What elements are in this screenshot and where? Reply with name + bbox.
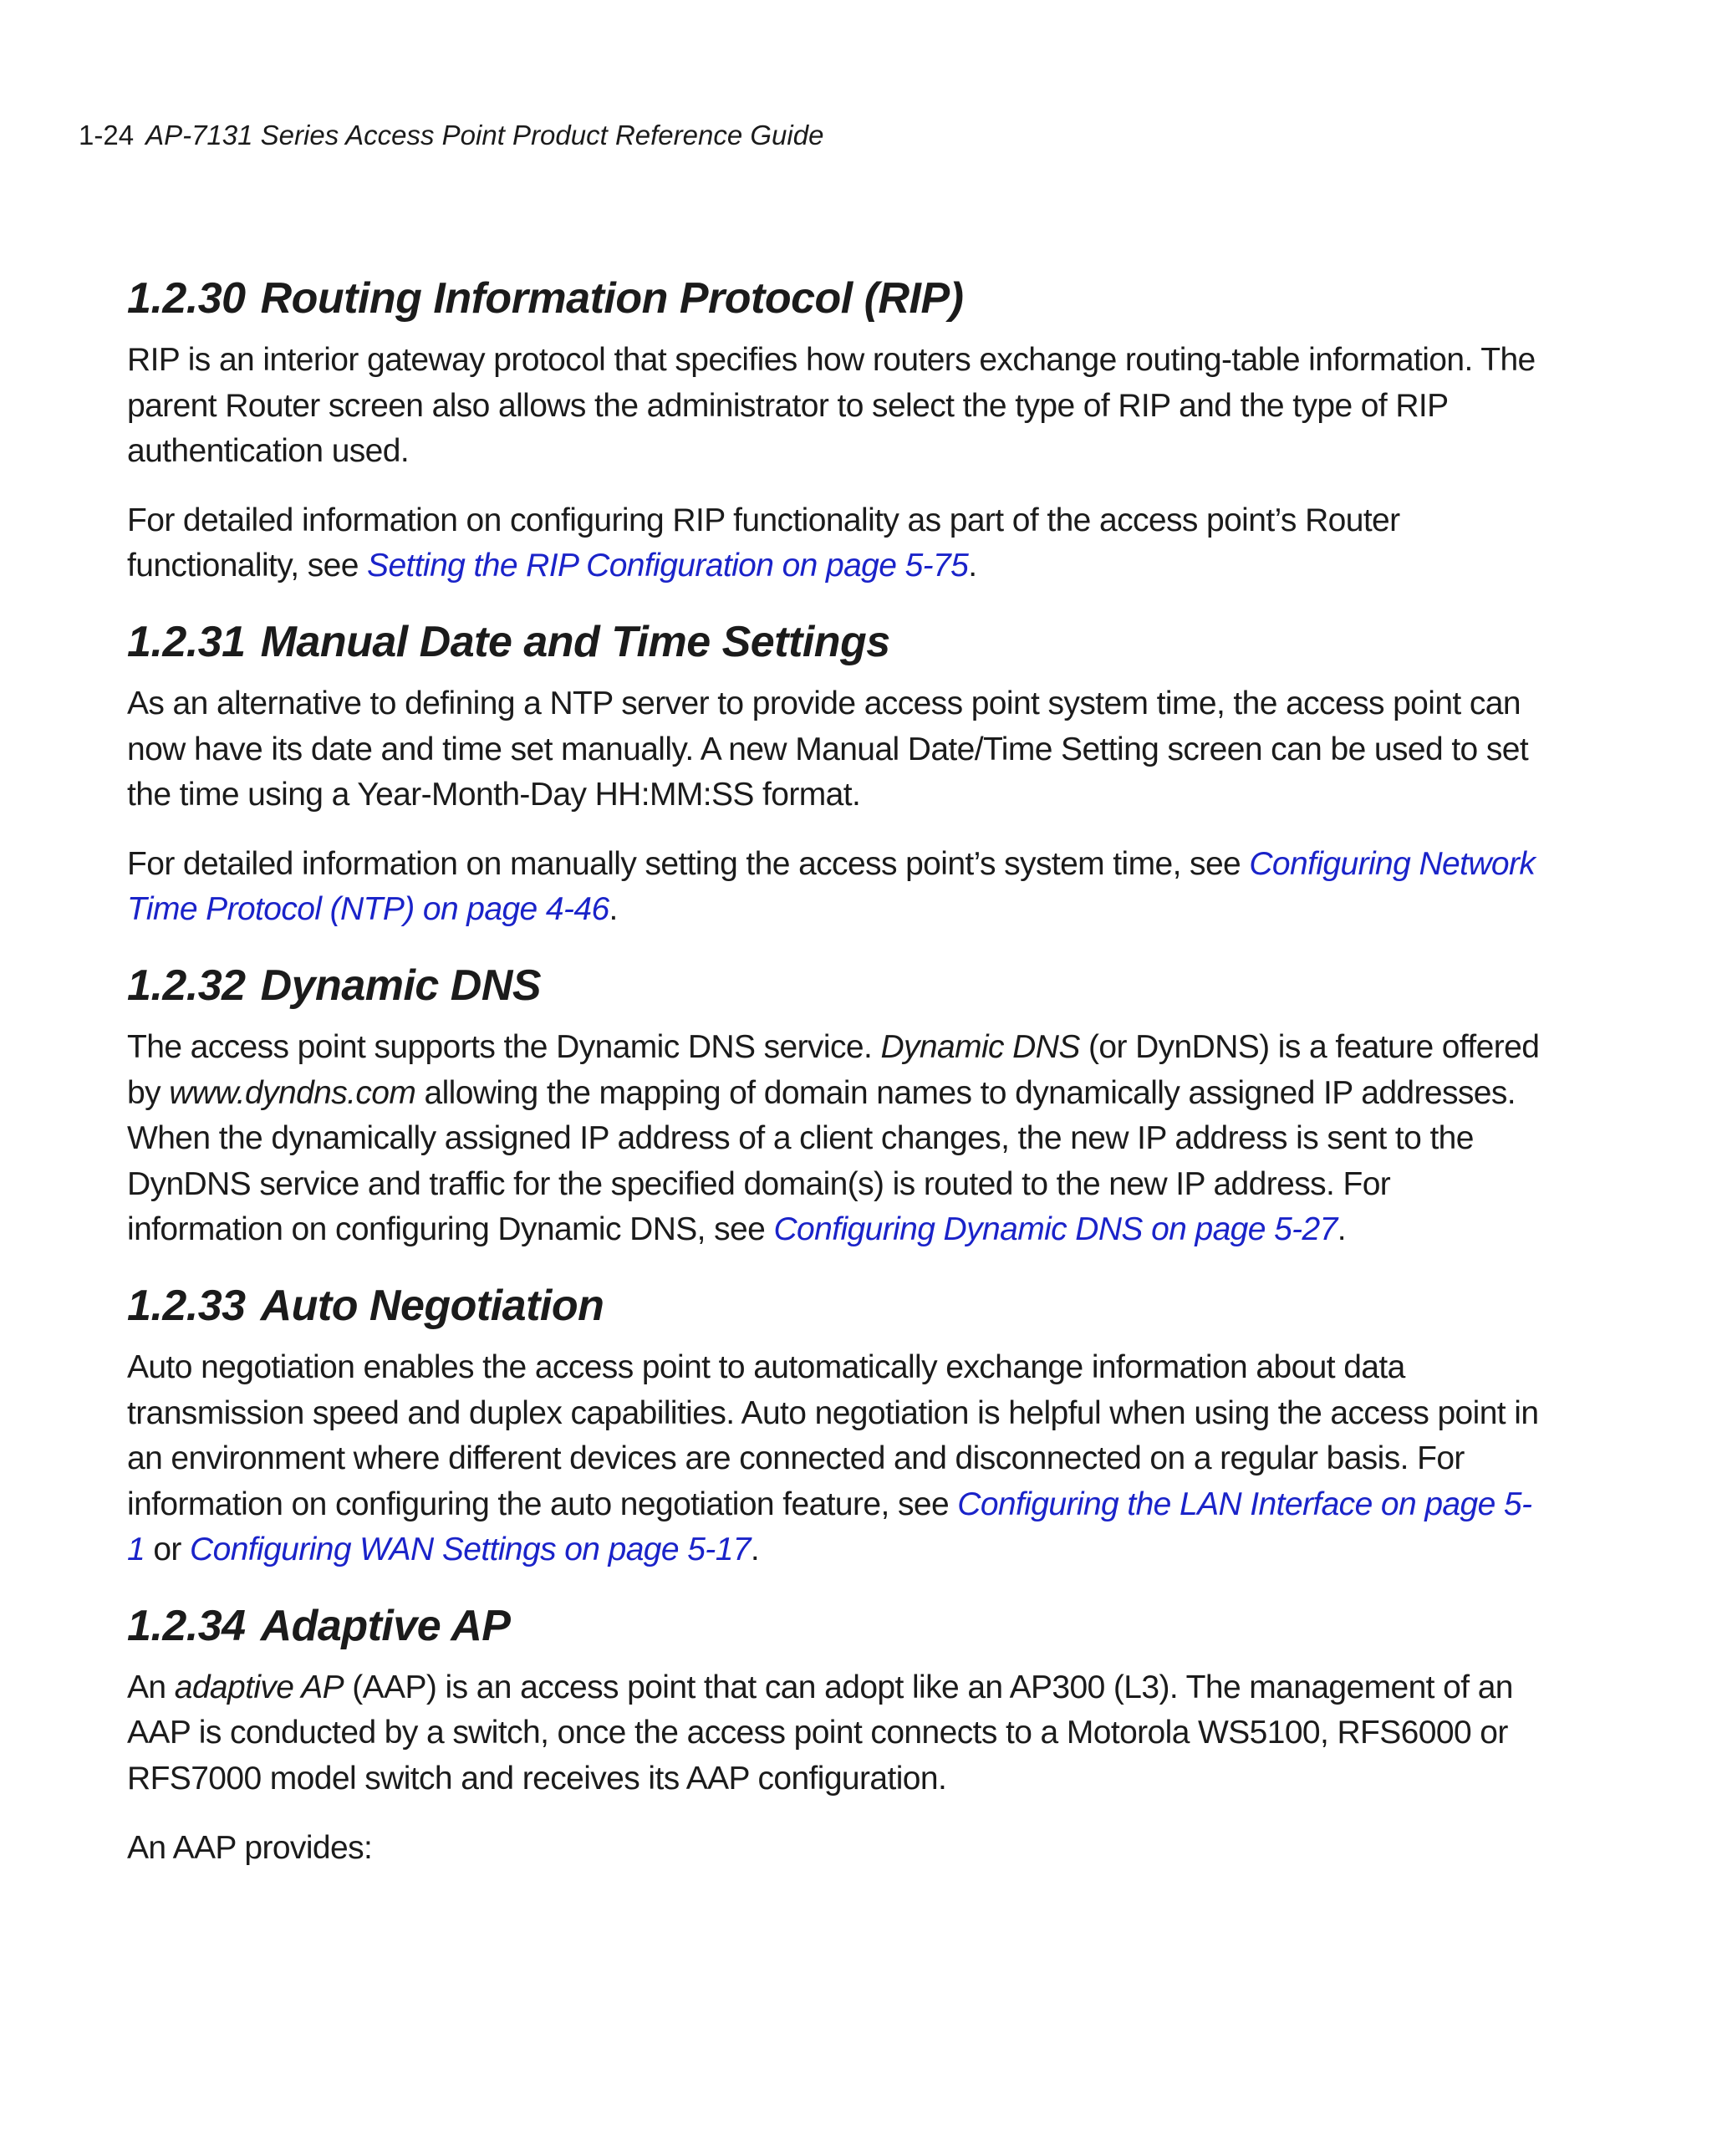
section-heading: [127, 1277, 1548, 1335]
page-number: 1-24: [79, 120, 135, 150]
cross-reference-link[interactable]: Configuring the LAN Interface on page 5-1: [127, 1486, 1532, 1568]
body-paragraph: As an alternative to defining a NTP server to provide access point system time, the access point can now have its date and time set manually. A new Manual Date/Time Setting screen can be used to set the time using a Year-Month-Day HH:MM:SS format.: [127, 685, 1529, 813]
emphasis-term: adaptive AP: [174, 1669, 344, 1705]
running-header: [79, 119, 823, 152]
body-paragraph: An AAP provides:: [127, 1829, 373, 1866]
section-manual-date-time: [127, 613, 1548, 933]
cross-reference-link[interactable]: Setting the RIP Configuration on page 5-75: [367, 548, 969, 584]
section-dynamic-dns: [127, 956, 1548, 1253]
body-paragraph: Auto negotiation enables the access point to automatically exchange information about data transmission speed and duplex capabilities. Auto negotiation is helpful when using the access point in an environment where different devices are connected and disconnected on a regular basis. For information on configuring the auto negotiation feature, see Configuring the LAN Interface on page 5-1 or Configuring WAN Settings on page 5-17.: [127, 1348, 1539, 1568]
section-heading: [127, 1597, 1548, 1655]
emphasis-term: Dynamic DNS: [880, 1028, 1080, 1065]
body-paragraph: For detailed information on manually setting the access point’s system time, see Configuring Network Time Protocol (NTP) on page 4-46.: [127, 845, 1536, 928]
section-number: 1.2.33: [127, 1281, 246, 1330]
section-rip: [127, 269, 1548, 589]
cross-reference-link[interactable]: Configuring Dynamic DNS on page 5-27: [773, 1211, 1338, 1248]
section-number: 1.2.32: [127, 961, 246, 1010]
cross-reference-link[interactable]: Configuring Network Time Protocol (NTP) on page 4-46: [127, 845, 1536, 928]
body-paragraph: For detailed information on configuring RIP functionality as part of the access point’s Router functionality, see Setting the RIP Configuration on page 5-75.: [127, 502, 1400, 584]
body-paragraph: The access point supports the Dynamic DNS service. Dynamic DNS (or DynDNS) is a feature offered by www.dyndns.com allowing the mapping of domain names to dynamically assigned IP addresses. When the dynamically assigned IP address of a client changes, the new IP address is sent to the DynDNS service and traffic for the specified domain(s) is routed to the new IP address. For information on configuring Dynamic DNS, see Configuring Dynamic DNS on page 5-27.: [127, 1028, 1540, 1248]
section-number: 1.2.31: [127, 617, 246, 666]
section-title: Routing Information Protocol (RIP): [260, 274, 964, 323]
section-heading: [127, 956, 1548, 1015]
body-paragraph: An adaptive AP (AAP) is an access point that can adopt like an AP300 (L3). The management of an AAP is conducted by a switch, once the access point connects to a Motorola WS5100, RFS6000 or RFS7000 model switch and receives its AAP configuration.: [127, 1669, 1513, 1797]
section-heading: [127, 613, 1548, 671]
section-number: 1.2.30: [127, 274, 246, 323]
section-auto-negotiation: [127, 1277, 1548, 1573]
section-number: 1.2.34: [127, 1601, 246, 1650]
body-paragraph: RIP is an interior gateway protocol that specifies how routers exchange routing-table information. The parent Router screen also allows the administrator to select the type of RIP and the type of RIP authentication used.: [127, 342, 1536, 470]
cross-reference-link[interactable]: Configuring WAN Settings on page 5-17: [190, 1532, 751, 1568]
section-title: Dynamic DNS: [260, 961, 542, 1010]
section-title: Manual Date and Time Settings: [260, 617, 890, 666]
section-adaptive-ap: [127, 1597, 1548, 1871]
page-content: [127, 269, 1548, 1894]
section-title: Adaptive AP: [260, 1601, 511, 1650]
emphasis-url: www.dyndns.com: [169, 1074, 416, 1111]
guide-title: AP-7131 Series Access Point Product Reference Guide: [145, 120, 824, 150]
section-title: Auto Negotiation: [260, 1281, 604, 1330]
section-heading: [127, 269, 1548, 328]
